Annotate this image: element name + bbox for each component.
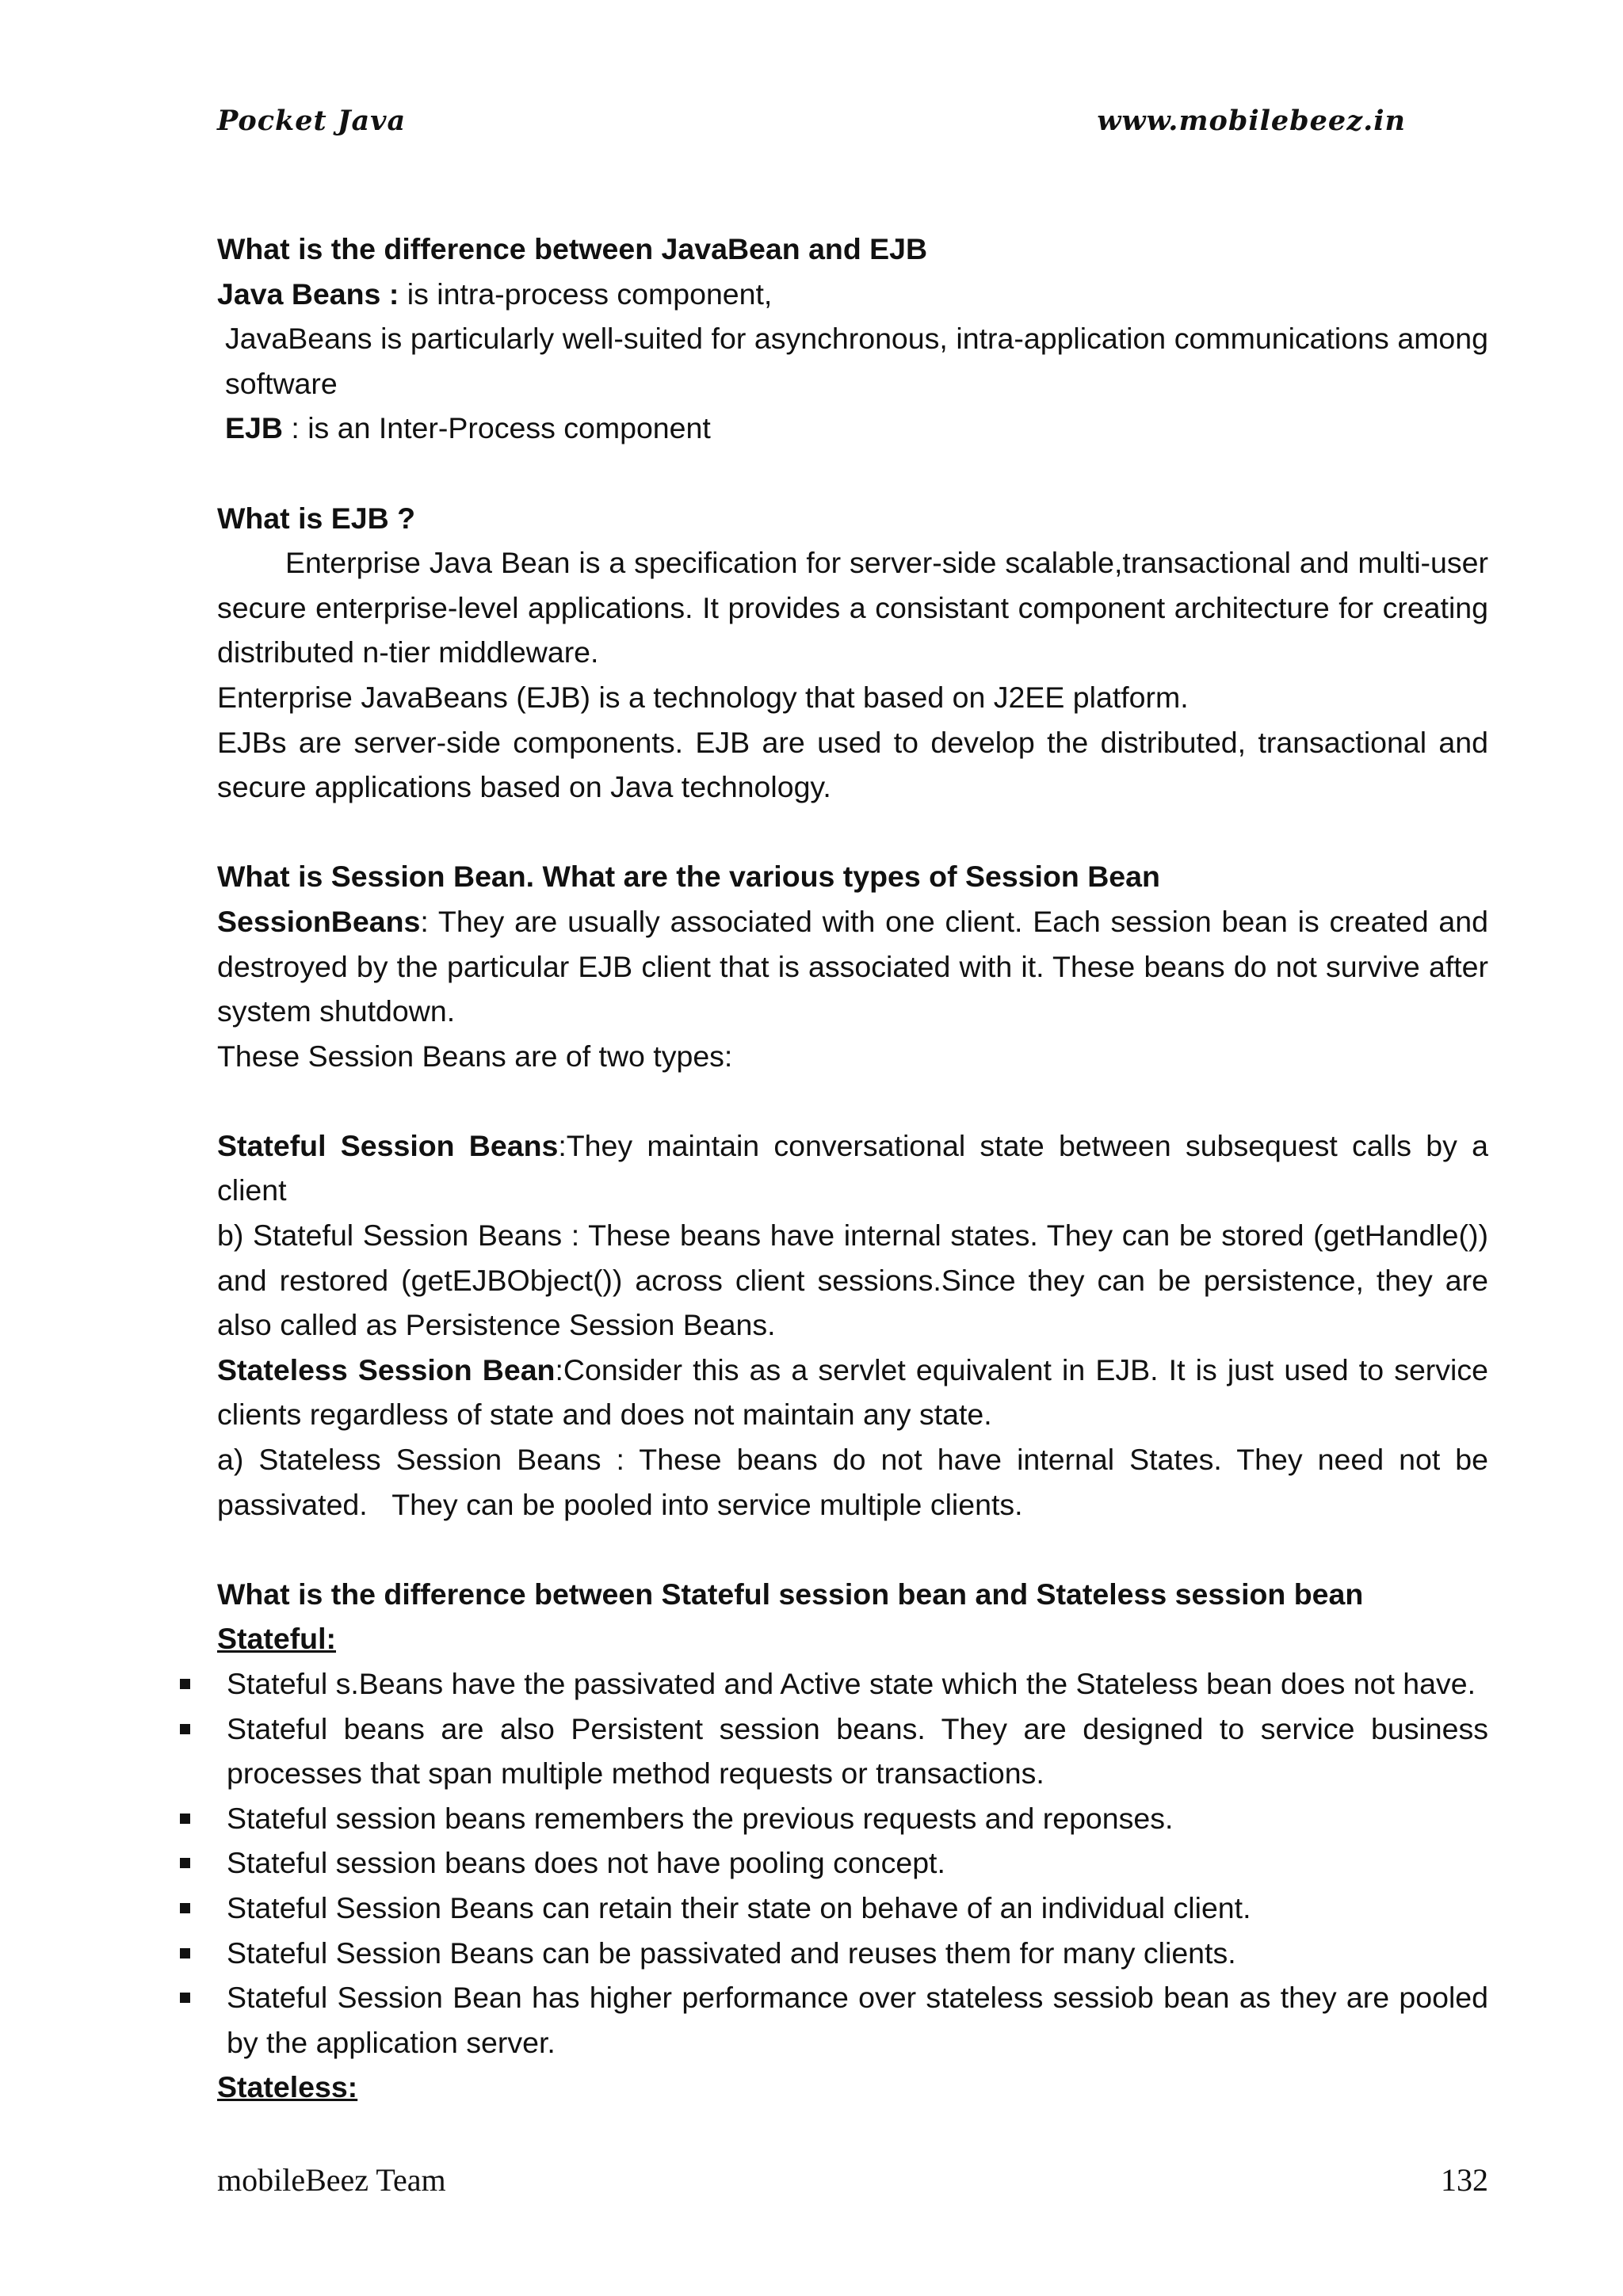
sessionbeans-label: SessionBeans (217, 904, 421, 938)
stateful-bullet-list (217, 1661, 1488, 2065)
ejb-paragraph (217, 406, 1488, 451)
list-item (217, 1707, 1488, 1796)
sessionbeans-paragraph (217, 899, 1488, 1034)
list-item (217, 1796, 1488, 1841)
list-item (217, 1840, 1488, 1886)
heading-stateful-vs-stateless: What is the difference between Stateful session bean and Stateless session bean (217, 1577, 1364, 1611)
bullet-square-icon (180, 1724, 190, 1734)
page-content (217, 227, 1488, 2110)
page-number: 132 (1441, 2162, 1488, 2198)
bullet-square-icon (180, 1993, 190, 2003)
bullet-text: Stateful Session Beans can be passivated and reuses them for many clients. (227, 1936, 1236, 1970)
stateful-paragraph (217, 1123, 1488, 1213)
stateless-label: Stateless Session Bean (217, 1352, 556, 1386)
bullet-square-icon (180, 1814, 190, 1824)
stateful-b-paragraph: b) Stateful Session Beans : These beans have internal states. They can be stored (getHandle()) and restored (getEJBObject()) across client sessions.Since they can be persistence, they are also called as Persistence Session Beans. (217, 1219, 1488, 1342)
list-item (217, 1886, 1488, 1931)
list-item (217, 1931, 1488, 1976)
header-title: Pocket Java (217, 105, 407, 137)
bullet-text: Stateful beans are also Persistent session beans. They are designed to service business processes that span multiple method requests or transactions. (227, 1711, 1488, 1791)
list-item (217, 1661, 1488, 1707)
sessionbeans-text: : They are usually associated with one client. Each session bean is created and destroyed by the particular EJB client that is associated with it. These beans do not survive after system shutdown. (217, 904, 1488, 1028)
list-item (217, 1975, 1488, 2065)
bullet-square-icon (180, 1948, 190, 1958)
javabeans-text: is intra-process component, (399, 277, 773, 311)
ejb-definition: Enterprise Java Bean is a specification for server-side scalable,transactional and multi-user secure enterprise-level applications. It provides a consistant component architecture for creating distributed n-tier middleware. (217, 546, 1488, 669)
stateless-text: :Consider this as a servlet equivalent in EJB. It is just used to service clients regardless of state and does not maintain any state. (217, 1352, 1488, 1432)
ejb-label: EJB (225, 411, 283, 445)
heading-what-is-ejb: What is EJB ? (217, 501, 416, 535)
javabeans-paragraph (217, 272, 1488, 317)
stateless-a-paragraph: a) Stateless Session Beans : These beans do not have internal States. They need not be passivated. They can be pooled into service multiple clients. (217, 1443, 1488, 1521)
stateless-subheading: Stateless: (217, 2070, 358, 2104)
bullet-text: Stateful session beans does not have pooling concept. (227, 1846, 945, 1880)
javabeans-description: JavaBeans is particularly well-suited for asynchronous, intra-application communications among software (225, 322, 1488, 400)
ejb-text: : is an Inter-Process component (282, 411, 711, 445)
ejb-technology: Enterprise JavaBeans (EJB) is a technology that based on J2EE platform. (217, 680, 1189, 714)
stateless-paragraph (217, 1348, 1488, 1437)
page-header (217, 105, 1406, 137)
bullet-text: Stateful s.Beans have the passivated and Active state which the Stateless bean does not have. (227, 1667, 1476, 1700)
header-site: www.mobilebeez.in (1097, 105, 1406, 137)
stateful-label: Stateful Session Beans (217, 1128, 559, 1162)
footer-team: mobileBeez Team (217, 2162, 446, 2198)
heading-javabean-vs-ejb: What is the difference between JavaBean and EJB (217, 232, 928, 265)
stateful-subheading: Stateful: (217, 1622, 336, 1656)
session-types-line: These Session Beans are of two types: (217, 1039, 733, 1073)
bullet-text: Stateful Session Bean has higher performance over stateless sessiob bean as they are pooled by the application server. (227, 1981, 1488, 2059)
stateful-text: :They maintain conversational state between subsequest calls by a client (217, 1128, 1488, 1207)
javabeans-label: Java Beans : (217, 277, 399, 311)
bullet-square-icon (180, 1858, 190, 1868)
bullet-text: Stateful session beans remembers the previous requests and reponses. (227, 1801, 1174, 1835)
bullet-square-icon (180, 1903, 190, 1913)
heading-session-bean: What is Session Bean. What are the various types of Session Bean (217, 860, 1160, 894)
bullet-square-icon (180, 1679, 190, 1689)
bullet-text: Stateful Session Beans can retain their state on behave of an individual client. (227, 1890, 1251, 1924)
ejb-components: EJBs are server-side components. EJB are used to develop the distributed, transactional and secure applications based on Java technology. (217, 725, 1488, 804)
page-footer (217, 2161, 1488, 2199)
